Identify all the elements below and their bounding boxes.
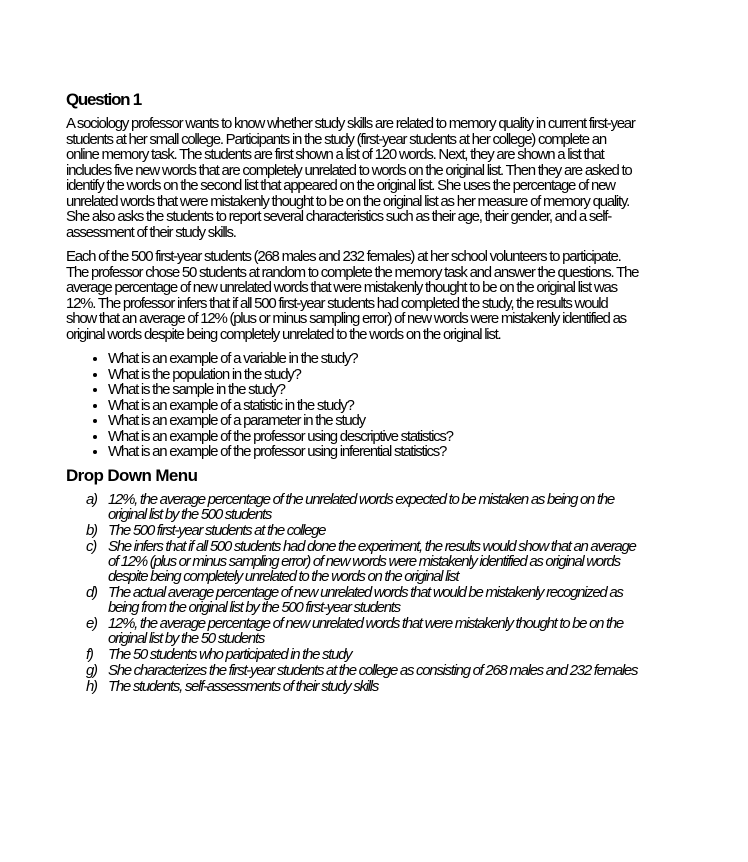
question-paragraph-1: A sociology professor wants to know whether study skills are related to memory quality in current first-year students at her small college. Participants in the study (first-year students at her college) complete an online memory task. The students are first shown a list of 120 words. Next, they are shown a list that includes five new words that are completely unrelated to words on the original list. Then they are asked to identify the words on the second list that appeared on the original list. She uses the percentage of new unrelated words that were mistakenly thought to be on the original list as her measure of memory quality. She also asks the students to report several characteristics such as their age, their gender, and a self-assessment of their study skills. — [66, 115, 635, 241]
question-item: • What is the sample in the study? — [108, 382, 640, 398]
option-marker: a) — [86, 490, 97, 508]
question-item: • What is an example of the professor using inferential statistics? — [108, 444, 640, 460]
question-item: • What is the population in the study? — [108, 367, 640, 383]
option-marker: b) — [86, 521, 97, 539]
question-item: • What is an example of a parameter in the study — [108, 413, 640, 429]
option-text: She characterizes the first-year students at the college as consisting of 268 males and 232 females — [108, 661, 638, 679]
option-marker: c) — [86, 537, 96, 555]
question-title: Question 1 — [66, 90, 141, 109]
option-marker: f) — [86, 645, 93, 663]
option-text: The 50 students who participated in the study — [108, 645, 352, 663]
dropdown-option[interactable] — [86, 490, 640, 523]
question-item: • What is an example of a variable in the study? — [108, 351, 640, 367]
question-paragraph-2: Each of the 500 first-year students (268 males and 232 females) at her school volunteers to participate. The professor chose 50 students at random to complete the memory task and answer the questions. The average percentage of new unrelated words that were mistakenly thought to be on the original list was 12%. The professor infers that if all 500 first-year students had completed the study, the results would show that an average of 12% (plus or minus sampling error) of new words were mistakenly identified as original words despite being completely unrelated to the words on the original list. — [66, 248, 639, 343]
option-marker: d) — [86, 583, 97, 601]
option-marker: e) — [86, 614, 97, 632]
question-item: • What is an example of the professor using descriptive statistics? — [108, 429, 640, 445]
option-text: The 500 first-year students at the college — [108, 521, 326, 539]
option-text: The students, self-assessments of their study skills — [108, 677, 379, 695]
dropdown-option[interactable] — [86, 661, 640, 679]
option-text: She infers that if all 500 students had done the experiment, the results would show that an average of 12% (plus or minus sampling error) of new words were mistakenly identified as original words despite being completely unrelated to the words on the original list — [108, 537, 636, 585]
dropdown-title: Drop Down Menu — [66, 465, 198, 485]
dropdown-option[interactable] — [86, 537, 640, 585]
option-text: 12%, the average percentage of the unrelated words expected to be mistaken as being on the original list by the 500 students — [108, 490, 614, 523]
dropdown-options — [66, 492, 640, 694]
dropdown-option[interactable] — [86, 521, 640, 539]
option-text: The actual average percentage of new unrelated words that would be mistakenly recognized as being from the original list by the 500 first-year students — [108, 583, 623, 616]
dropdown-option[interactable] — [86, 583, 640, 616]
option-marker: h) — [86, 677, 97, 695]
dropdown-option[interactable] — [86, 614, 640, 647]
dropdown-option[interactable] — [86, 677, 640, 695]
dropdown-option[interactable] — [86, 645, 640, 663]
option-marker: g) — [86, 661, 97, 679]
question-list — [66, 351, 640, 460]
question-item: • What is an example of a statistic in the study? — [108, 398, 640, 414]
option-text: 12%, the average percentage of new unrelated words that were mistakenly thought to be on the original list by the 50 students — [108, 614, 623, 647]
